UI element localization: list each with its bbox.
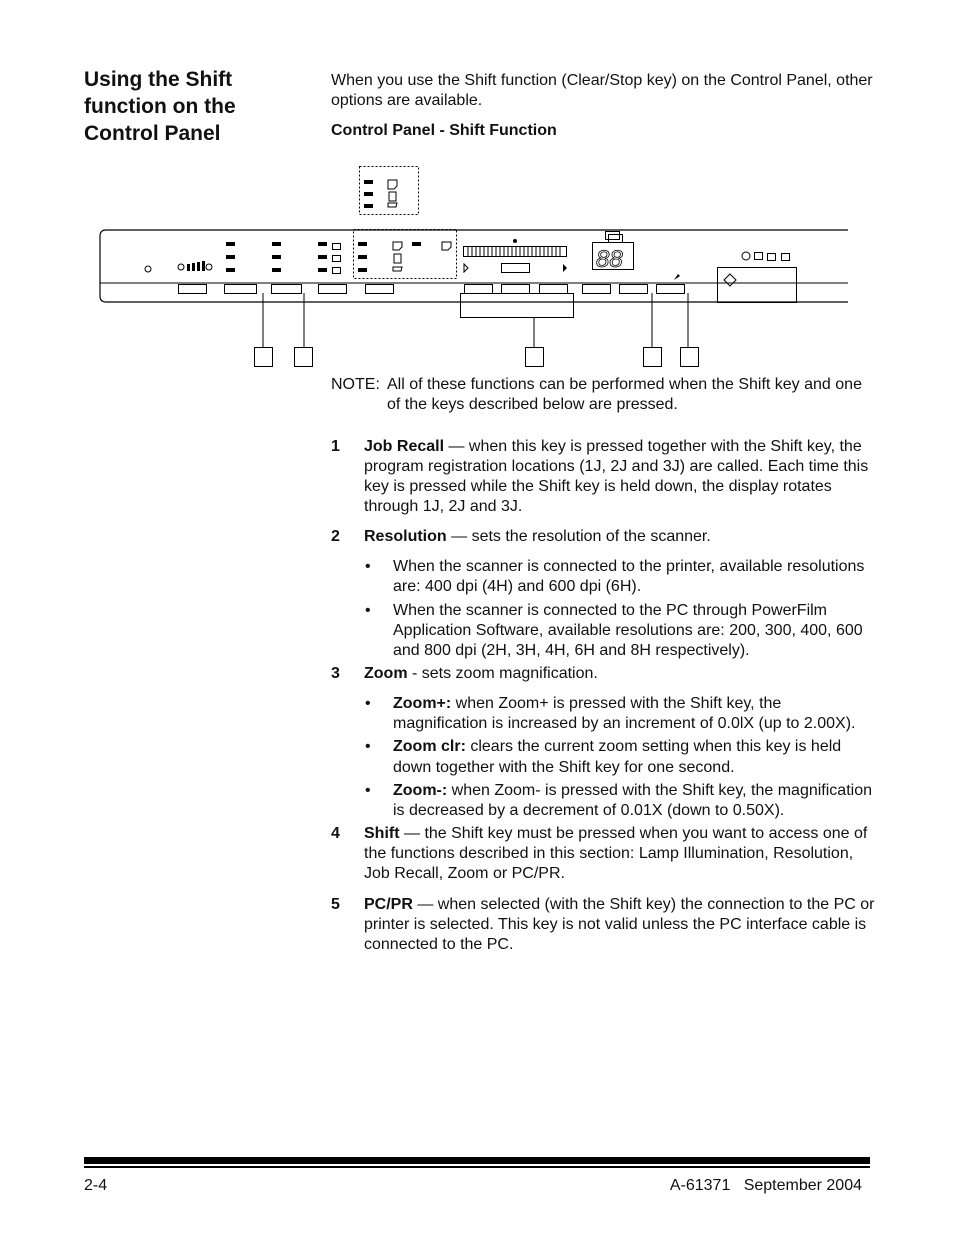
item-term: Job Recall: [364, 437, 445, 455]
bullet-mark: •: [365, 601, 371, 619]
zoom-window: [502, 264, 530, 273]
item-term: Zoom: [364, 664, 408, 682]
panel-key-9: [583, 285, 611, 294]
zoom-bullets: [331, 694, 876, 822]
bullet-term: Zoom+:: [393, 694, 452, 712]
panel-key-11: [657, 285, 685, 294]
bullet-text: when Zoom- is pressed with the Shift key, the magnification is decreased by a decrement of 0.01X (down to 0.50X).: [393, 782, 872, 820]
item-text: — the Shift key must be pressed when you want to access one of the functions described in this section: Lamp Illumination, Resolution, Job Recall, Zoom or PC/PR.: [364, 824, 868, 883]
bullet-mark: •: [365, 558, 371, 576]
list-item: [331, 557, 876, 598]
heading-line-2: function on the: [84, 95, 236, 118]
panel-key-5: [366, 285, 394, 294]
item-term: Shift: [364, 824, 400, 842]
section-heading: [84, 66, 314, 147]
panel-key-6: [465, 285, 493, 294]
callout-box-1: [255, 348, 273, 367]
page-number: 2-4: [84, 1177, 108, 1194]
panel-key-1: [179, 285, 207, 294]
note-label: NOTE:: [331, 376, 380, 393]
item-shift: [331, 824, 876, 885]
body-text: [331, 375, 876, 955]
panel-key-10: [620, 285, 648, 294]
note-text: All of these functions can be performed when the Shift key and one of the keys described below are pressed.: [387, 376, 862, 414]
footer-rule: [84, 1157, 870, 1164]
bullet-mark: •: [365, 738, 371, 756]
item-number: 3: [331, 664, 340, 682]
item-pc-pr: [331, 895, 876, 956]
heading-line-1: Using the Shift: [84, 68, 233, 91]
callout-box-3: [526, 348, 544, 367]
item-text: — when selected (with the Shift key) the connection to the PC or printer is selected. This key is not valid unless the PC interface cable is connected to the PC.: [364, 895, 875, 954]
figure-caption: Control Panel - Shift Function: [331, 122, 557, 139]
item-number: 2: [331, 527, 340, 545]
bullet-text: When the scanner is connected to the PC through PowerFilm Application Software, available resolutions are: 200, 300, 400, 600 and 800 dpi (2H, 3H, 4H, 6H and 8H respectively).: [393, 601, 863, 660]
item-resolution: [331, 527, 876, 547]
heading-line-3: Control Panel: [84, 122, 221, 145]
document-id: A-61371 September 2004: [669, 1177, 862, 1194]
item-text: — sets the resolution of the scanner.: [446, 527, 711, 545]
start-icon: [724, 274, 736, 286]
control-panel-diagram: [96, 160, 856, 372]
list-item: [331, 737, 876, 778]
panel-key-3: [272, 285, 302, 294]
note: [331, 375, 876, 416]
bullet-term: Zoom-:: [393, 782, 448, 800]
footer-rule-thin: [84, 1166, 870, 1168]
item-text: - sets zoom magnification.: [407, 664, 598, 682]
bullet-text: when Zoom+ is pressed with the Shift key, the magnification is increased by an increment of 0.0lX (up to 2.00X).: [393, 694, 856, 733]
bullet-term: Zoom clr:: [393, 738, 466, 756]
power-lamp-icon: [145, 266, 151, 272]
list-item: [331, 601, 876, 662]
item-number: 5: [331, 895, 340, 913]
bullet-mark: •: [365, 782, 371, 800]
panel-key-2: [225, 285, 257, 294]
item-zoom: [331, 664, 876, 684]
callout-box-2: [295, 348, 313, 367]
item-number: 1: [331, 437, 340, 455]
display-digits: 88: [596, 246, 623, 273]
panel-key-4: [319, 285, 347, 294]
item-text: — when this key is pressed together with the Shift key, the program registration locations (1J, 2J and 3J) are called. Each time this key is pressed while the Shift key is held down, the display rotates through 1J, 2J and 3J.: [364, 437, 869, 516]
intro-paragraph: When you use the Shift function (Clear/Stop key) on the Control Panel, other options are available.: [331, 72, 873, 109]
bullet-mark: •: [365, 694, 371, 712]
item-term: Resolution: [364, 527, 447, 545]
item-job-recall: [331, 437, 876, 518]
panel-key-8: [540, 285, 568, 294]
item-number: 4: [331, 824, 340, 842]
bullet-text: When the scanner is connected to the printer, available resolutions are: 400 dpi (4H) and 600 dpi (6H).: [393, 558, 865, 596]
list-item: [331, 781, 876, 822]
list-item: [331, 694, 876, 735]
callout-box-5: [681, 348, 699, 367]
item-term: PC/PR: [364, 895, 413, 913]
callout-box-4: [644, 348, 662, 367]
panel-key-7: [502, 285, 530, 294]
paper-size-group-outline: [354, 230, 457, 279]
bullet-text: clears the current zoom setting when this key is held down together with the Shift key for one second.: [393, 738, 842, 776]
zoom-keys-bracket: [461, 294, 574, 318]
resolution-bullets: [331, 557, 876, 661]
